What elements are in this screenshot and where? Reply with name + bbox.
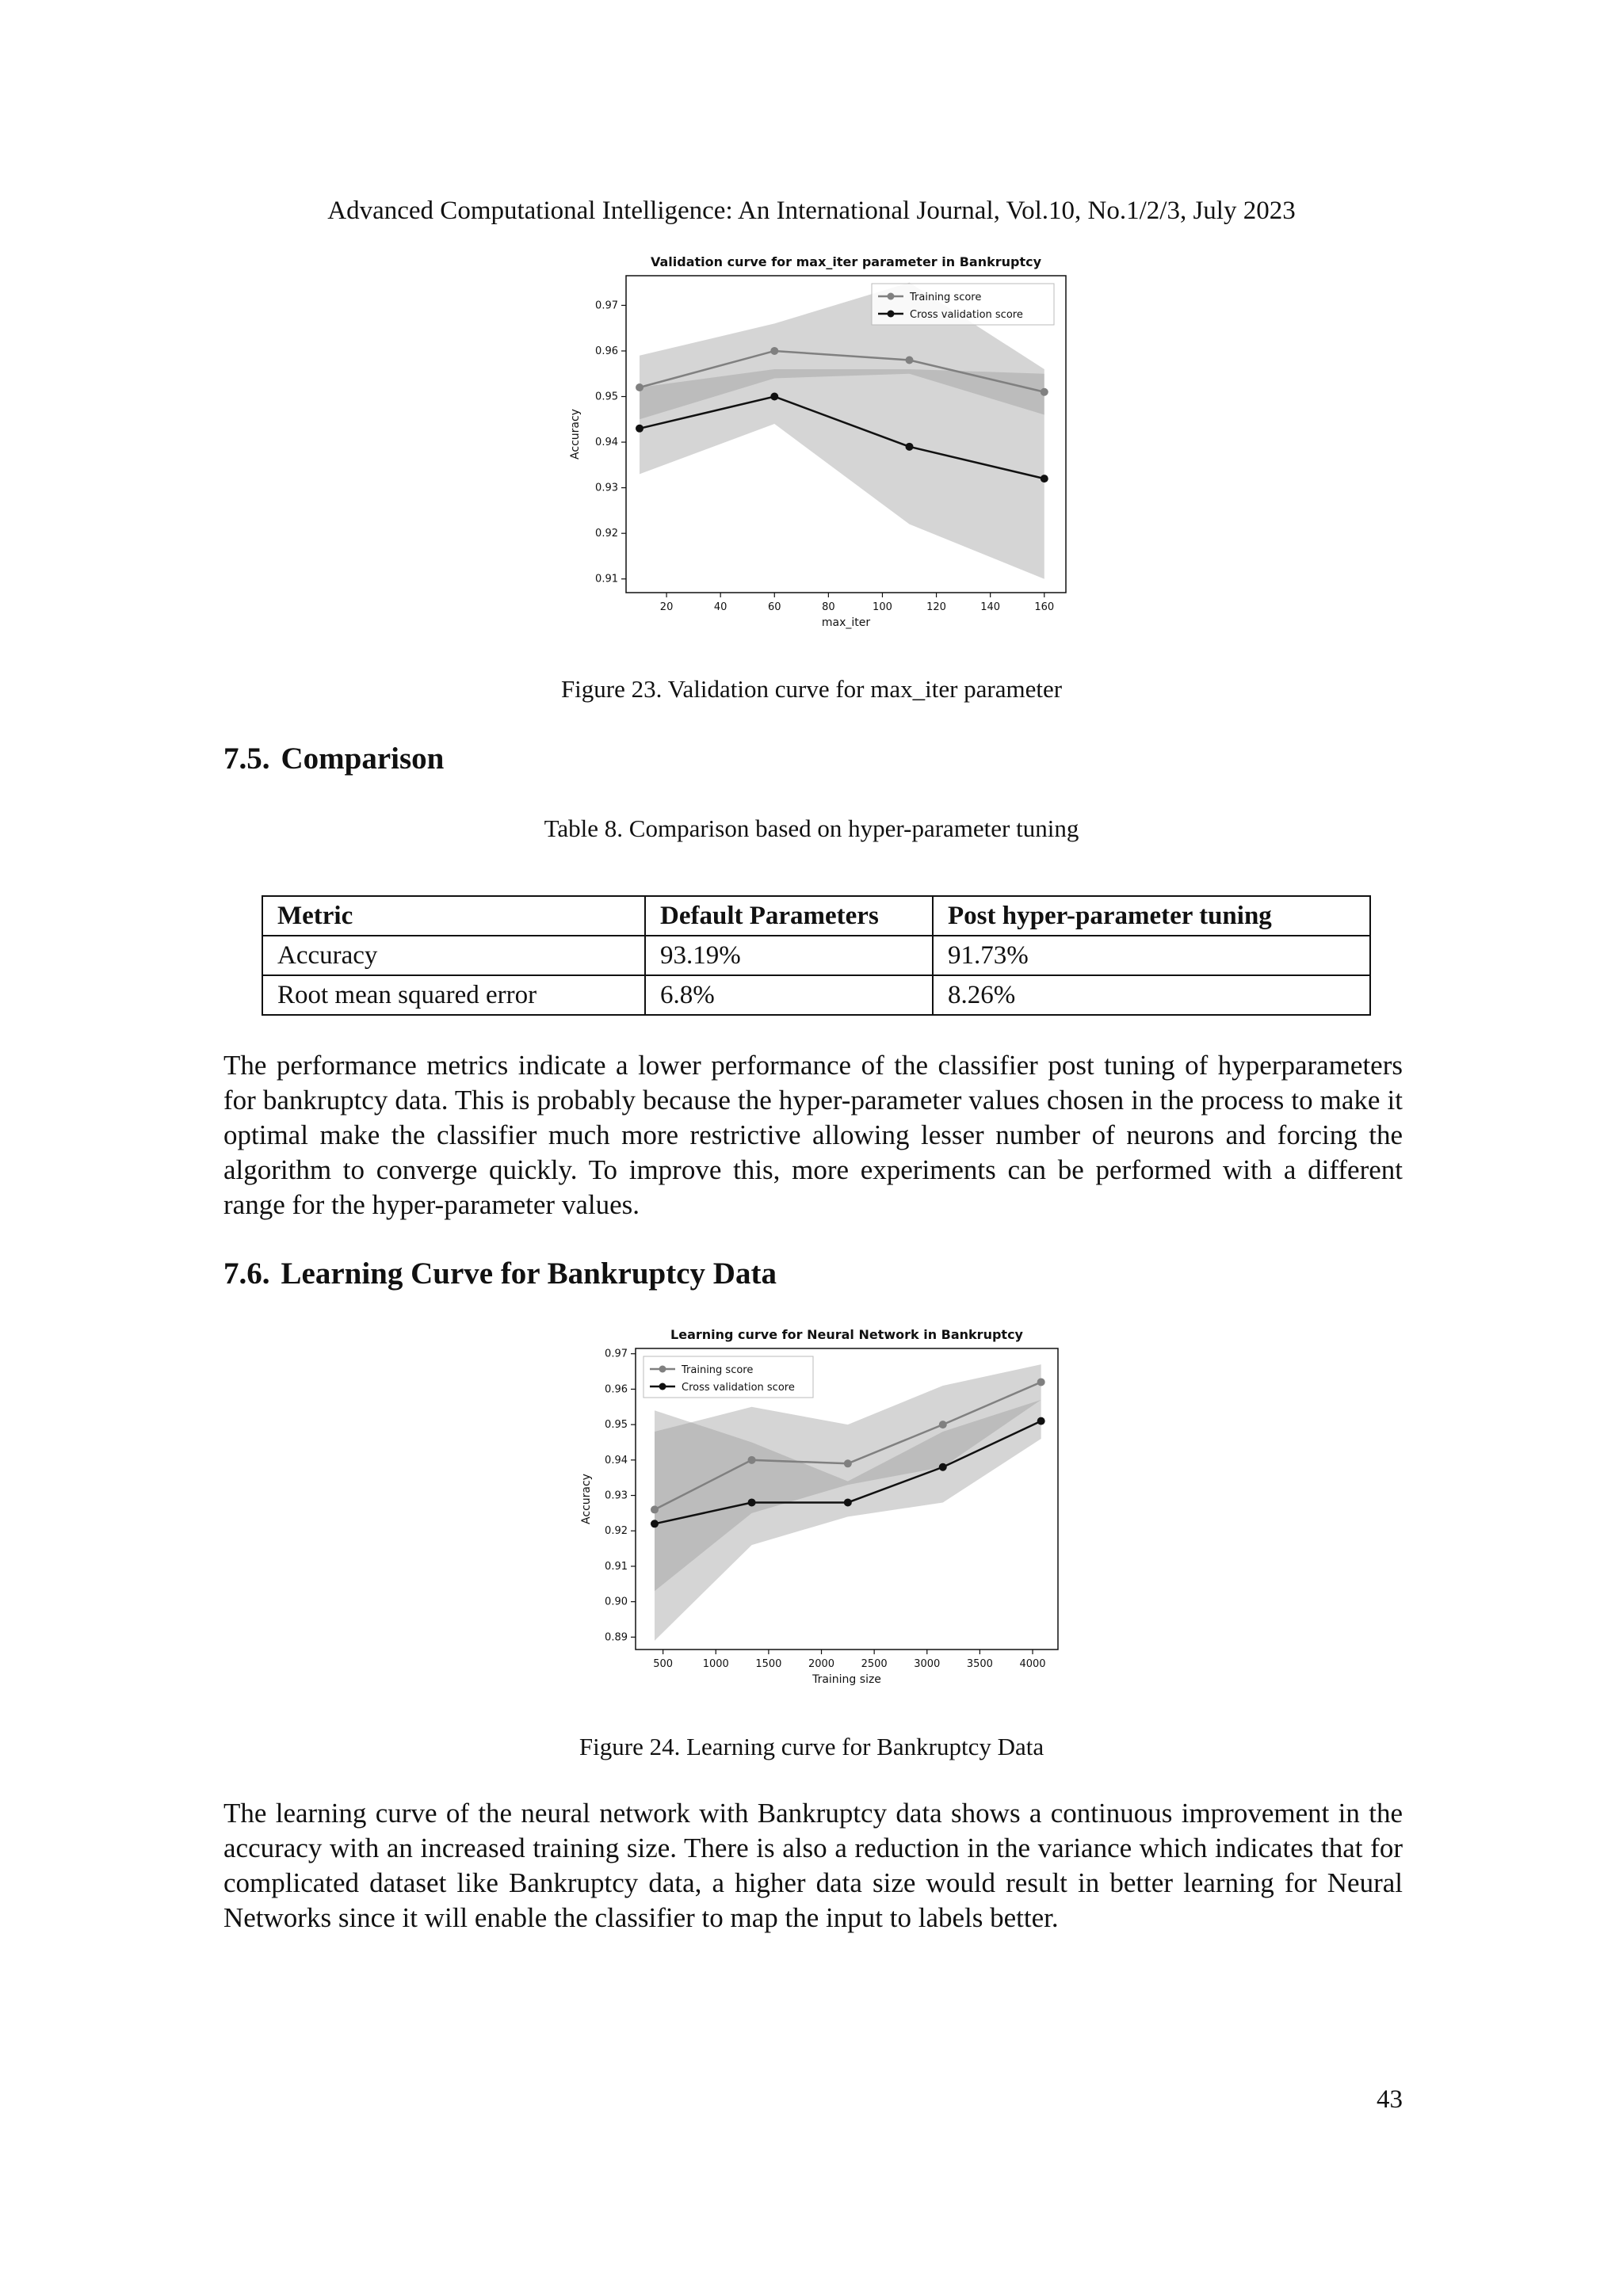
section-7-5-heading	[223, 741, 444, 776]
chart-title: Learning curve for Neural Network in Bankruptcy	[670, 1327, 1023, 1342]
page-number: 43	[1377, 2085, 1403, 2114]
paragraph-comparison: The performance metrics indicate a lower performance of the classifier post tuning of hyperparameters for bankruptcy data. This is probably because the hyper-parameter values chosen in the process to make it optimal make the classifier much more restrictive allowing lesser number of neurons and forcing the algorithm to converge quickly. To improve this, more experiments can be performed with a different range for the hyper-parameter values.	[223, 1050, 1403, 1220]
y-axis-label: Accuracy	[569, 409, 582, 460]
data-point	[636, 425, 643, 433]
x-tick-label: 80	[822, 601, 835, 613]
chart-legend	[872, 284, 1054, 325]
legend-label: Cross validation score	[910, 309, 1023, 321]
column-header-post-tuning: Post hyper-parameter tuning	[933, 896, 1370, 936]
y-tick-label: 0.95	[595, 391, 618, 403]
data-point	[906, 356, 914, 364]
variance-band	[640, 369, 1044, 579]
x-tick-label: 60	[767, 601, 781, 613]
x-tick-label: 500	[653, 1658, 674, 1670]
data-point	[939, 1463, 947, 1471]
table-8-caption: Table 8. Comparison based on hyper-parameter tuning	[544, 814, 1079, 842]
y-tick-label: 0.97	[605, 1348, 628, 1360]
y-tick-label: 0.91	[605, 1560, 628, 1573]
data-point	[748, 1456, 756, 1464]
data-point	[651, 1505, 659, 1513]
x-tick-label: 120	[926, 601, 946, 613]
y-tick-label: 0.94	[605, 1454, 628, 1466]
y-tick-label: 0.92	[595, 528, 618, 540]
column-header-default: Default Parameters	[645, 896, 933, 936]
data-point	[748, 1498, 756, 1506]
table-cell: 6.8%	[645, 975, 933, 1015]
legend-marker	[888, 293, 895, 300]
data-point	[1041, 388, 1048, 396]
section-title: Comparison	[281, 742, 445, 776]
x-axis-label: Training size	[812, 1673, 881, 1686]
y-tick-label: 0.92	[605, 1525, 628, 1538]
section-number: 7.5.	[223, 742, 270, 776]
legend-marker	[888, 311, 895, 318]
paragraph-learning-curve: The learning curve of the neural network with Bankruptcy data shows a continuous improvement in the accuracy with an increased training size. There is also a reduction in the variance which indicates that for complicated dataset like Bankruptcy data, a higher data size would result in better learning for Neural Networks since it will enable the classifier to map the input to labels better.	[223, 1798, 1403, 1933]
running-header: Advanced Computational Intelligence: An International Journal, Vol.10, No.1/2/3, July 2023	[327, 196, 1296, 225]
table-cell: 8.26%	[933, 975, 1370, 1015]
data-point	[939, 1421, 947, 1428]
x-tick-label: 4000	[1019, 1658, 1046, 1670]
y-axis-label: Accuracy	[580, 1474, 593, 1524]
figure-23-caption: Figure 23. Validation curve for max_iter parameter	[560, 675, 1063, 703]
x-tick-label: 20	[659, 601, 674, 613]
validation-curve-svg	[555, 252, 1078, 640]
x-axis-label: max_iter	[821, 616, 871, 629]
figure-24-chart	[571, 1325, 1078, 1697]
y-tick-label: 0.90	[605, 1596, 628, 1608]
chart-title: Validation curve for max_iter parameter in Bankruptcy	[650, 254, 1042, 269]
x-tick-label: 1500	[755, 1658, 782, 1670]
y-tick-label: 0.89	[605, 1631, 628, 1644]
legend-marker	[659, 1366, 666, 1373]
data-point	[906, 443, 914, 451]
chart-legend	[643, 1356, 813, 1398]
section-number: 7.6.	[223, 1257, 270, 1291]
column-header-metric: Metric	[262, 896, 645, 936]
data-point	[651, 1520, 659, 1527]
y-tick-label: 0.93	[595, 482, 618, 494]
legend-label: Training score	[910, 292, 982, 303]
legend-marker	[659, 1383, 666, 1390]
legend-label: Training score	[682, 1364, 754, 1376]
y-tick-label: 0.96	[605, 1383, 628, 1396]
table-row	[262, 975, 1370, 1015]
legend-label: Cross validation score	[682, 1382, 795, 1394]
table-row	[262, 936, 1370, 975]
y-tick-label: 0.96	[595, 345, 618, 357]
section-title: Learning Curve for Bankruptcy Data	[281, 1257, 777, 1291]
y-tick-label: 0.91	[595, 573, 618, 585]
x-tick-label: 1000	[702, 1658, 729, 1670]
table-cell: 93.19%	[645, 936, 933, 975]
figure-24-caption: Figure 24. Learning curve for Bankruptcy Data	[579, 1733, 1044, 1760]
learning-curve-svg	[571, 1325, 1078, 1697]
data-point	[636, 383, 643, 391]
x-tick-label: 160	[1034, 601, 1055, 613]
data-point	[844, 1459, 852, 1467]
x-tick-label: 2000	[808, 1658, 835, 1670]
comparison-table	[262, 895, 1371, 1016]
data-point	[770, 393, 778, 401]
y-tick-label: 0.95	[605, 1419, 628, 1432]
y-tick-label: 0.93	[605, 1489, 628, 1502]
x-tick-label: 100	[873, 601, 892, 613]
x-tick-label: 3500	[966, 1658, 993, 1670]
x-tick-label: 40	[713, 601, 727, 613]
section-7-6-heading	[223, 1256, 777, 1291]
x-tick-label: 140	[980, 601, 1001, 613]
data-point	[770, 347, 778, 355]
table-header-row	[262, 896, 1370, 936]
table-cell: 91.73%	[933, 936, 1370, 975]
x-tick-label: 3000	[914, 1658, 941, 1670]
y-tick-label: 0.97	[595, 299, 618, 312]
table-cell: Accuracy	[262, 936, 645, 975]
figure-23-chart	[555, 252, 1078, 640]
data-point	[1041, 475, 1048, 482]
data-point	[1037, 1378, 1045, 1386]
x-tick-label: 2500	[861, 1658, 888, 1670]
data-point	[844, 1498, 852, 1506]
data-point	[1037, 1417, 1045, 1425]
y-tick-label: 0.94	[595, 437, 618, 449]
table-cell: Root mean squared error	[262, 975, 645, 1015]
